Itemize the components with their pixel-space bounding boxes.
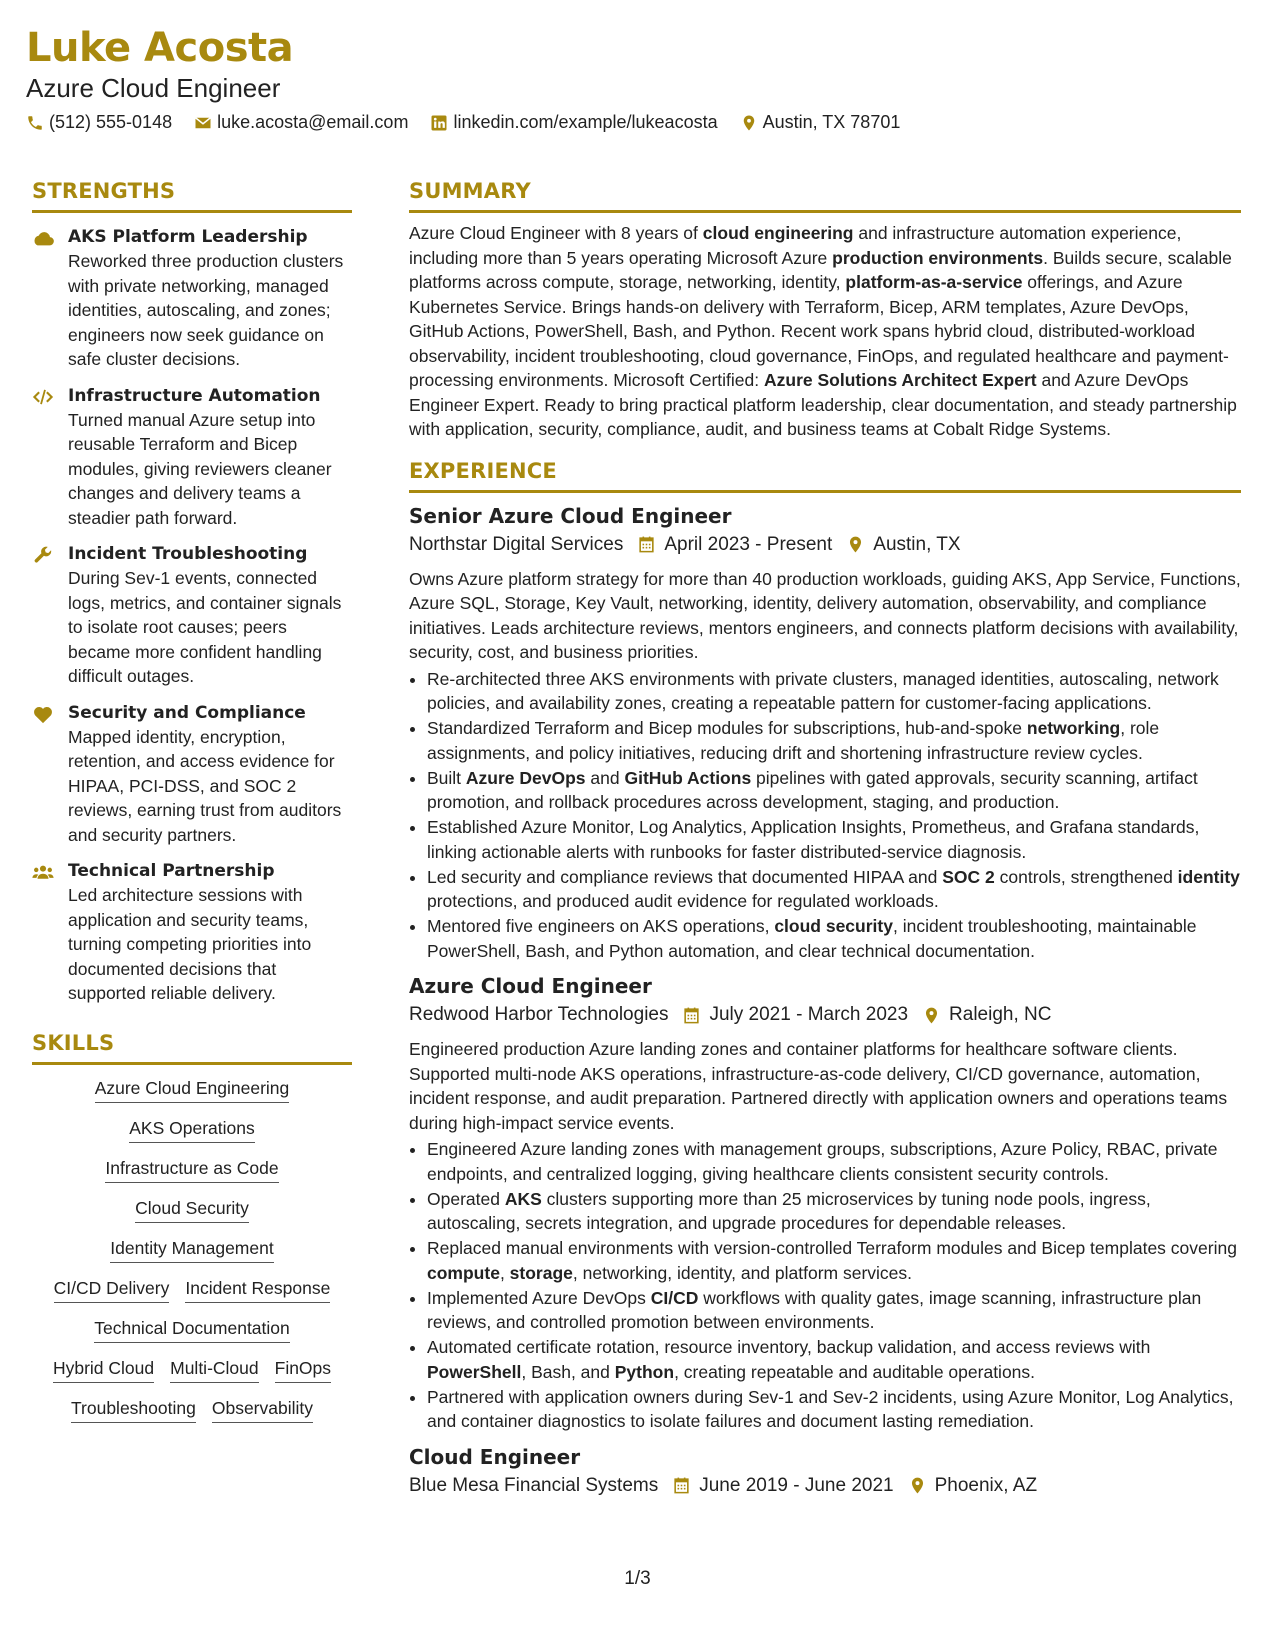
skill-tag: Multi-Cloud bbox=[170, 1357, 259, 1383]
strength-title: Incident Troubleshooting bbox=[68, 544, 308, 564]
envelope-icon bbox=[194, 114, 212, 132]
bullet-text: Standardized Terraform and Bicep modules for subscriptions, hub-and-spoke bbox=[427, 718, 1027, 738]
job-entry bbox=[409, 971, 1241, 1434]
strength-description: Reworked three production clusters with private networking, managed identities, autoscaling, and zones; engineers now seek guidance on safe cluster decisions. bbox=[68, 251, 344, 369]
job-bullet bbox=[427, 1286, 1241, 1335]
job-meta bbox=[409, 1472, 1241, 1500]
bullet-emphasis: networking bbox=[1026, 718, 1121, 738]
summary-text: and Azure DevOps Engineer Expert. Ready to bring practical platform leadership, clear documentation, and steady partnership with application, security, compliance, audit, and business teams at Cobalt Ridge Systems. bbox=[409, 370, 1237, 439]
candidate-title: Azure Cloud Engineer bbox=[26, 73, 281, 103]
bullet-text: Partnered with application owners during Sev-1 and Sev-2 incidents, using Azure Monitor, Log Analytics, and container diagnostics to isolate failures and document lasting remediation. bbox=[427, 1386, 1234, 1431]
bullet-emphasis: SOC 2 bbox=[942, 866, 995, 887]
bullet-emphasis: PowerShell bbox=[427, 1361, 522, 1382]
bullet-text: Mentored five engineers on AKS operations, bbox=[427, 916, 775, 936]
skill-tag: AKS Operations bbox=[129, 1117, 254, 1143]
candidate-name: Luke Acosta bbox=[26, 25, 294, 71]
summary-text: Azure Cloud Engineer with 8 years of bbox=[409, 223, 703, 243]
skill-tag: FinOps bbox=[275, 1357, 331, 1383]
skill-tag: Incident Response bbox=[185, 1277, 330, 1303]
job-bullet bbox=[427, 1385, 1241, 1434]
section-divider bbox=[32, 210, 352, 213]
right-column bbox=[409, 176, 1241, 1500]
bullet-text: Engineered Azure landing zones with management groups, subscriptions, Azure Policy, RBAC, private endpoints, and centralized logging, giving healthcare clients consistent security controls. bbox=[427, 1139, 1218, 1184]
strength-title: Technical Partnership bbox=[68, 861, 275, 881]
job-description: Owns Azure platform strategy for more than 40 production workloads, guiding AKS, App Service, Functions, Azure SQL, Storage, Key Vault, networking, identity, delivery automation, observability, and compliance initiatives. Leads architecture reviews, mentors engineers, and connects platform decisions with availability, security, cost, and business priorities. bbox=[409, 568, 1241, 662]
job-meta bbox=[409, 531, 1241, 559]
strength-description: Turned manual Azure setup into reusable Terraform and Bicep modules, giving reviewers cleaner changes and delivery teams a steadier path forward. bbox=[68, 409, 332, 528]
heart-icon bbox=[32, 704, 54, 724]
job-bullet bbox=[427, 1137, 1241, 1186]
map-pin-icon bbox=[922, 1006, 941, 1025]
resume-header bbox=[26, 22, 1246, 133]
summary-heading: SUMMARY bbox=[409, 179, 531, 203]
bullet-text: Established Azure Monitor, Log Analytics, Application Insights, Prometheus, and Grafana standards, linking actionable alerts with runbooks for faster distributed-service diagnosis. bbox=[427, 817, 1200, 862]
page-number: 1/3 bbox=[624, 1568, 651, 1589]
skill-tag: Identity Management bbox=[110, 1237, 273, 1263]
job-title: Cloud Engineer bbox=[409, 1444, 581, 1469]
job-location: Raleigh, NC bbox=[949, 1004, 1052, 1025]
job-bullets bbox=[409, 1137, 1241, 1434]
skill-row bbox=[32, 1077, 352, 1103]
experience-heading: EXPERIENCE bbox=[409, 458, 557, 483]
phone-text: (512) 555-0148 bbox=[49, 112, 173, 132]
job-dates: July 2021 - March 2023 bbox=[709, 1004, 909, 1025]
bullet-text: Led security and compliance reviews that documented HIPAA and bbox=[427, 866, 943, 887]
job-location: Austin, TX bbox=[873, 533, 961, 555]
contact-phone bbox=[26, 112, 172, 133]
skill-row bbox=[32, 1397, 352, 1423]
left-column bbox=[32, 176, 352, 1423]
email-link[interactable]: luke.acosta@email.com bbox=[217, 112, 409, 132]
map-pin-icon bbox=[846, 535, 865, 554]
job-bullet bbox=[427, 667, 1241, 716]
bullet-emphasis: compute bbox=[427, 1262, 500, 1283]
skill-tag: Azure Cloud Engineering bbox=[95, 1077, 290, 1103]
summary-text: offerings, and Azure Kubernetes Service. Brings hands-on delivery with Terraform, Bicep, ARM templates, Azure DevOps, GitHub Actions, PowerShell, Bash, and Python. Recent work spans hybrid cloud, distributed-workload observability, incident troubleshooting, cloud governance, FinOps, and regulated healthcare and payment-processing environments. Microsoft Certified: bbox=[409, 272, 1229, 390]
summary-text: . Builds secure, scalable platforms across compute, storage, networking, identity, bbox=[409, 247, 1232, 292]
bullet-emphasis: storage bbox=[509, 1262, 573, 1283]
bullet-text: , Bash, and bbox=[521, 1361, 615, 1382]
code-icon bbox=[32, 387, 54, 407]
bullet-emphasis: cloud security bbox=[774, 916, 893, 936]
section-divider bbox=[409, 490, 1241, 493]
summary-text: and infrastructure automation experience, including more than 5 years operating Microsoft Azure bbox=[409, 223, 1182, 268]
strength-item bbox=[32, 701, 352, 848]
bullet-text: Built bbox=[427, 767, 466, 788]
company-name: Blue Mesa Financial Systems bbox=[409, 1474, 659, 1496]
job-entry bbox=[409, 1442, 1241, 1500]
bullet-text: Replaced manual environments with version-controlled Terraform modules and Bicep templates covering bbox=[427, 1238, 1237, 1258]
bullet-emphasis: AKS bbox=[504, 1188, 542, 1209]
job-title: Azure Cloud Engineer bbox=[409, 974, 652, 998]
contact-linkedin[interactable] bbox=[430, 112, 717, 133]
skills-heading: SKILLS bbox=[32, 1030, 115, 1055]
bullet-text: Operated bbox=[427, 1188, 505, 1209]
strength-description: Mapped identity, encryption, retention, and access evidence for HIPAA, PCI-DSS, and SOC 2 reviews, earning trust from auditors and security partners. bbox=[68, 726, 342, 845]
skill-tag: Infrastructure as Code bbox=[105, 1157, 278, 1183]
bullet-emphasis: Python bbox=[614, 1361, 675, 1382]
job-bullet bbox=[427, 1236, 1241, 1285]
job-dates: April 2023 - Present bbox=[664, 533, 833, 555]
bullet-text: , networking, identity, and platform services. bbox=[572, 1262, 913, 1283]
strength-title: Infrastructure Automation bbox=[68, 385, 321, 406]
users-icon bbox=[32, 862, 54, 882]
strength-description: During Sev-1 events, connected logs, metrics, and container signals to isolate root causes; peers became more confident handling difficult outages. bbox=[68, 568, 342, 686]
bullet-text: , bbox=[499, 1262, 510, 1283]
summary-paragraph bbox=[409, 221, 1241, 442]
bullet-emphasis: CI/CD bbox=[650, 1287, 699, 1308]
bullet-text: Implemented Azure DevOps bbox=[427, 1287, 651, 1308]
location-text: Austin, TX 78701 bbox=[762, 112, 901, 132]
company-name: Redwood Harbor Technologies bbox=[409, 1004, 669, 1025]
skill-row bbox=[32, 1317, 352, 1343]
strengths-heading: STRENGTHS bbox=[32, 179, 176, 203]
calendar-icon bbox=[682, 1006, 701, 1025]
job-bullet bbox=[427, 914, 1241, 963]
section-divider bbox=[409, 210, 1241, 213]
bullet-emphasis: Azure DevOps bbox=[465, 767, 586, 788]
bullet-text: protections, and produced audit evidence for regulated workloads. bbox=[427, 891, 939, 911]
job-description: Engineered production Azure landing zones and container platforms for healthcare software clients. Supported multi-node AKS operations, infrastructure-as-code delivery, CI/CD governance, automation, incident response, and audit preparation. Partnered directly with application owners and operations teams during high-impact service events. bbox=[409, 1039, 1228, 1133]
strength-description: Led architecture sessions with application and security teams, turning competing priorities into documented decisions that supported reliable delivery. bbox=[68, 885, 312, 1003]
summary-emphasis: Azure Solutions Architect Expert bbox=[764, 370, 1037, 390]
skill-row bbox=[32, 1117, 352, 1143]
bullet-text: , role assignments, and policy initiatives, reducing drift and shortening infrastructure review cycles. bbox=[427, 718, 1160, 763]
strength-item bbox=[32, 542, 352, 689]
map-pin-icon bbox=[740, 114, 758, 132]
phone-icon bbox=[26, 114, 44, 132]
bullet-text: clusters supporting more than 25 microservices by tuning node pools, ingress, autoscaling, secrets integration, and upgrade procedures for dependable releases. bbox=[427, 1188, 1151, 1233]
job-bullet bbox=[427, 815, 1241, 864]
strength-item bbox=[32, 225, 352, 372]
bullet-text: pipelines with gated approvals, security scanning, artifact promotion, and rollback procedures across development, staging, and production. bbox=[427, 767, 1198, 812]
job-location: Phoenix, AZ bbox=[934, 1474, 1038, 1496]
skill-tag: Observability bbox=[212, 1397, 313, 1423]
job-dates: June 2019 - June 2021 bbox=[699, 1474, 894, 1496]
bullet-text: and bbox=[585, 767, 625, 788]
job-bullet bbox=[427, 865, 1241, 914]
skill-row bbox=[32, 1277, 352, 1303]
cloud-icon bbox=[32, 228, 54, 248]
calendar-icon bbox=[637, 535, 656, 554]
skill-row bbox=[32, 1357, 352, 1383]
bullet-text: workflows with quality gates, image scanning, infrastructure plan reviews, and controlled promotion between environments. bbox=[427, 1287, 1202, 1332]
job-title: Senior Azure Cloud Engineer bbox=[409, 503, 732, 528]
job-bullet bbox=[427, 716, 1241, 765]
bullet-text: , incident troubleshooting, maintainable PowerShell, Bash, and Python automation, and clear technical documentation. bbox=[427, 916, 1197, 961]
job-bullet bbox=[427, 1335, 1241, 1384]
bullet-emphasis: identity bbox=[1177, 866, 1240, 887]
company-name: Northstar Digital Services bbox=[409, 533, 624, 555]
calendar-icon bbox=[672, 1476, 691, 1495]
strength-item bbox=[32, 384, 352, 531]
contact-email[interactable] bbox=[194, 112, 408, 133]
bullet-emphasis: GitHub Actions bbox=[624, 767, 752, 788]
bullet-text: controls, strengthened bbox=[994, 866, 1178, 887]
job-bullets bbox=[409, 667, 1241, 964]
summary-emphasis: production environments bbox=[832, 247, 1044, 268]
skill-row bbox=[32, 1237, 352, 1263]
job-bullet bbox=[427, 1187, 1241, 1236]
skill-tag: Cloud Security bbox=[135, 1197, 249, 1223]
skill-tag: Technical Documentation bbox=[94, 1317, 290, 1343]
job-entry bbox=[409, 501, 1241, 964]
linkedin-link[interactable]: linkedin.com/example/lukeacosta bbox=[453, 112, 718, 132]
skill-tag: Hybrid Cloud bbox=[53, 1357, 154, 1383]
skill-row bbox=[32, 1157, 352, 1183]
skill-tag: Troubleshooting bbox=[71, 1397, 196, 1423]
strength-item bbox=[32, 859, 352, 1006]
summary-emphasis: cloud engineering bbox=[702, 223, 854, 243]
bullet-text: , creating repeatable and auditable operations. bbox=[674, 1361, 1036, 1382]
summary-emphasis: platform-as-a-service bbox=[845, 272, 1023, 292]
job-bullet bbox=[427, 766, 1241, 815]
skills-list bbox=[32, 1077, 352, 1423]
wrench-icon bbox=[32, 545, 54, 565]
strength-title: Security and Compliance bbox=[68, 702, 306, 723]
section-divider bbox=[32, 1062, 352, 1065]
contact-location bbox=[740, 112, 901, 133]
bullet-text: Automated certificate rotation, resource inventory, backup validation, and access reviews with bbox=[427, 1337, 1151, 1357]
map-pin-icon bbox=[908, 1476, 927, 1495]
skill-tag: CI/CD Delivery bbox=[54, 1277, 170, 1303]
linkedin-icon bbox=[430, 114, 448, 132]
job-meta bbox=[409, 1001, 1241, 1029]
bullet-text: Re-architected three AKS environments with private clusters, managed identities, autoscaling, network policies, and availability zones, creating a repeatable pattern for customer-facing applications. bbox=[427, 668, 1219, 713]
contact-bar bbox=[26, 112, 1246, 133]
strength-title: AKS Platform Leadership bbox=[68, 227, 308, 247]
skill-row bbox=[32, 1197, 352, 1223]
